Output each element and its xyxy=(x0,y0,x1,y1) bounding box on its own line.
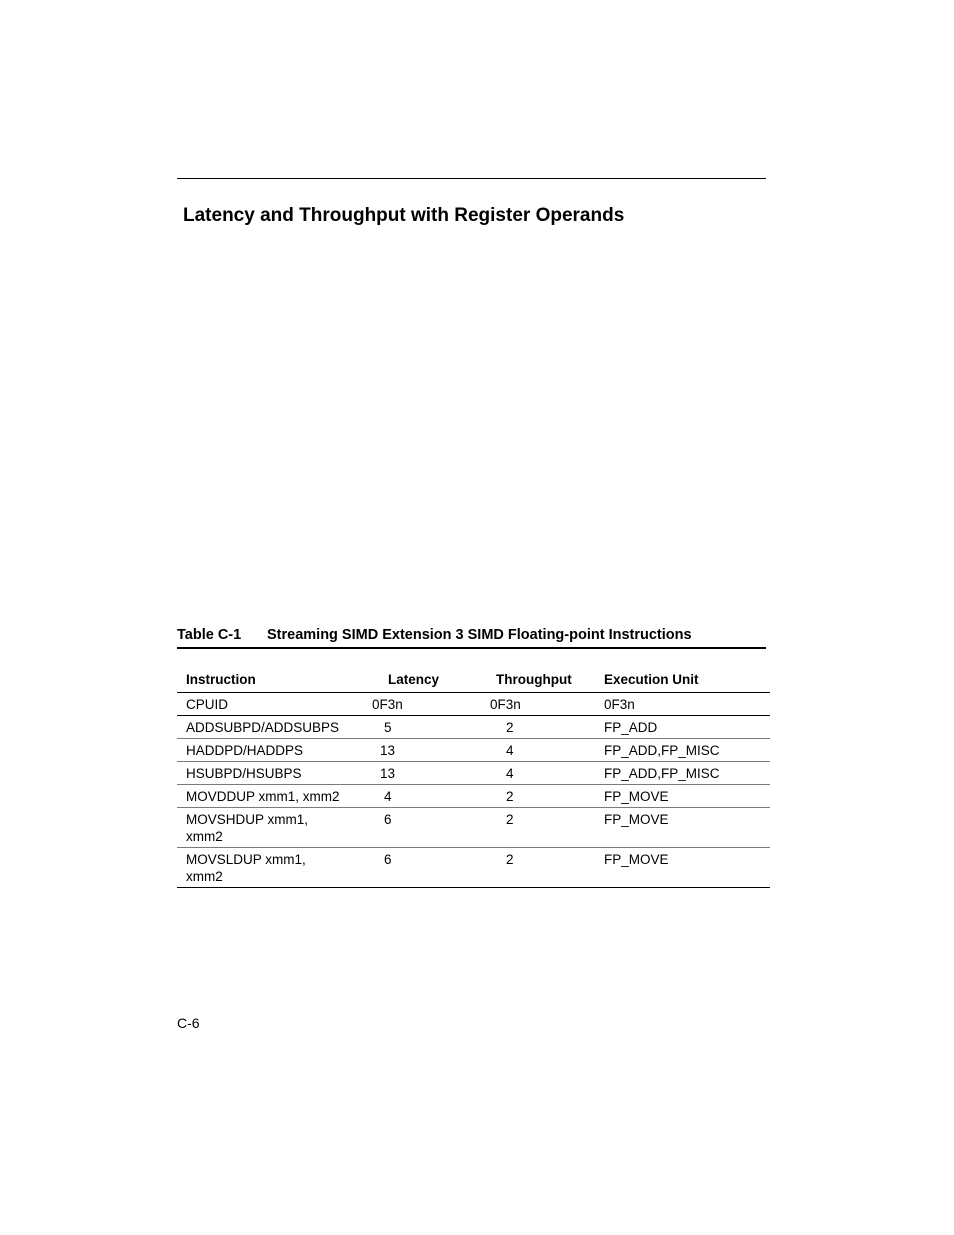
cell-latency: 13 xyxy=(380,766,396,781)
table-header-row xyxy=(177,668,770,693)
cell-instruction: HSUBPD/HSUBPS xyxy=(186,766,302,781)
table-row xyxy=(177,693,770,716)
column-header-latency: Latency xyxy=(388,672,440,687)
table-row xyxy=(177,716,770,739)
cell-throughput: 0F3n xyxy=(490,697,521,712)
cell-execution-unit: FP_MOVE xyxy=(604,812,669,827)
header-rule xyxy=(177,178,766,179)
section-heading: Latency and Throughput with Register Operands xyxy=(183,205,625,226)
cell-latency: 4 xyxy=(384,789,392,804)
cell-throughput: 2 xyxy=(506,789,514,804)
cell-latency: 5 xyxy=(384,720,392,735)
cell-throughput: 4 xyxy=(506,743,514,758)
table-caption-number: Table C-1 xyxy=(177,627,242,643)
cell-throughput: 2 xyxy=(506,812,514,827)
table-row xyxy=(177,785,770,808)
cell-execution-unit: FP_ADD,FP_MISC xyxy=(604,766,720,781)
instruction-table xyxy=(177,668,770,888)
column-header-throughput: Throughput xyxy=(496,672,572,687)
table-caption-title: Streaming SIMD Extension 3 SIMD Floating-point Instructions xyxy=(267,627,692,643)
cell-execution-unit: 0F3n xyxy=(604,697,635,712)
cell-instruction: MOVDDUP xmm1, xmm2 xyxy=(186,789,340,804)
cell-latency: 13 xyxy=(380,743,396,758)
cell-instruction: MOVSLDUP xmm1, xmm2 xyxy=(186,852,306,884)
cell-execution-unit: FP_MOVE xyxy=(604,852,669,867)
table-row xyxy=(177,762,770,785)
cell-latency: 6 xyxy=(384,812,392,827)
cell-instruction: MOVSHDUP xmm1, xmm2 xyxy=(186,812,309,844)
cell-execution-unit: FP_ADD xyxy=(604,720,658,735)
cell-instruction: HADDPD/HADDPS xyxy=(186,743,304,758)
cell-latency: 0F3n xyxy=(372,697,403,712)
page-number: C-6 xyxy=(177,1015,200,1031)
column-header-instruction xyxy=(177,668,476,693)
cell-execution-unit: FP_ADD,FP_MISC xyxy=(604,743,720,758)
cell-throughput: 2 xyxy=(506,852,514,867)
table-caption xyxy=(177,627,692,643)
table-row xyxy=(177,848,770,888)
table-row xyxy=(177,808,770,848)
column-header-execution-unit: Execution Unit xyxy=(604,672,699,687)
column-header-instruction-label: Instruction xyxy=(186,672,256,687)
cell-execution-unit: FP_MOVE xyxy=(604,789,669,804)
cell-throughput: 2 xyxy=(506,720,514,735)
cell-instruction: CPUID xyxy=(186,697,229,712)
cell-latency: 6 xyxy=(384,852,392,867)
table-row xyxy=(177,739,770,762)
cell-instruction: ADDSUBPD/ADDSUBPS xyxy=(186,720,340,735)
cell-throughput: 4 xyxy=(506,766,514,781)
caption-rule xyxy=(177,647,766,649)
